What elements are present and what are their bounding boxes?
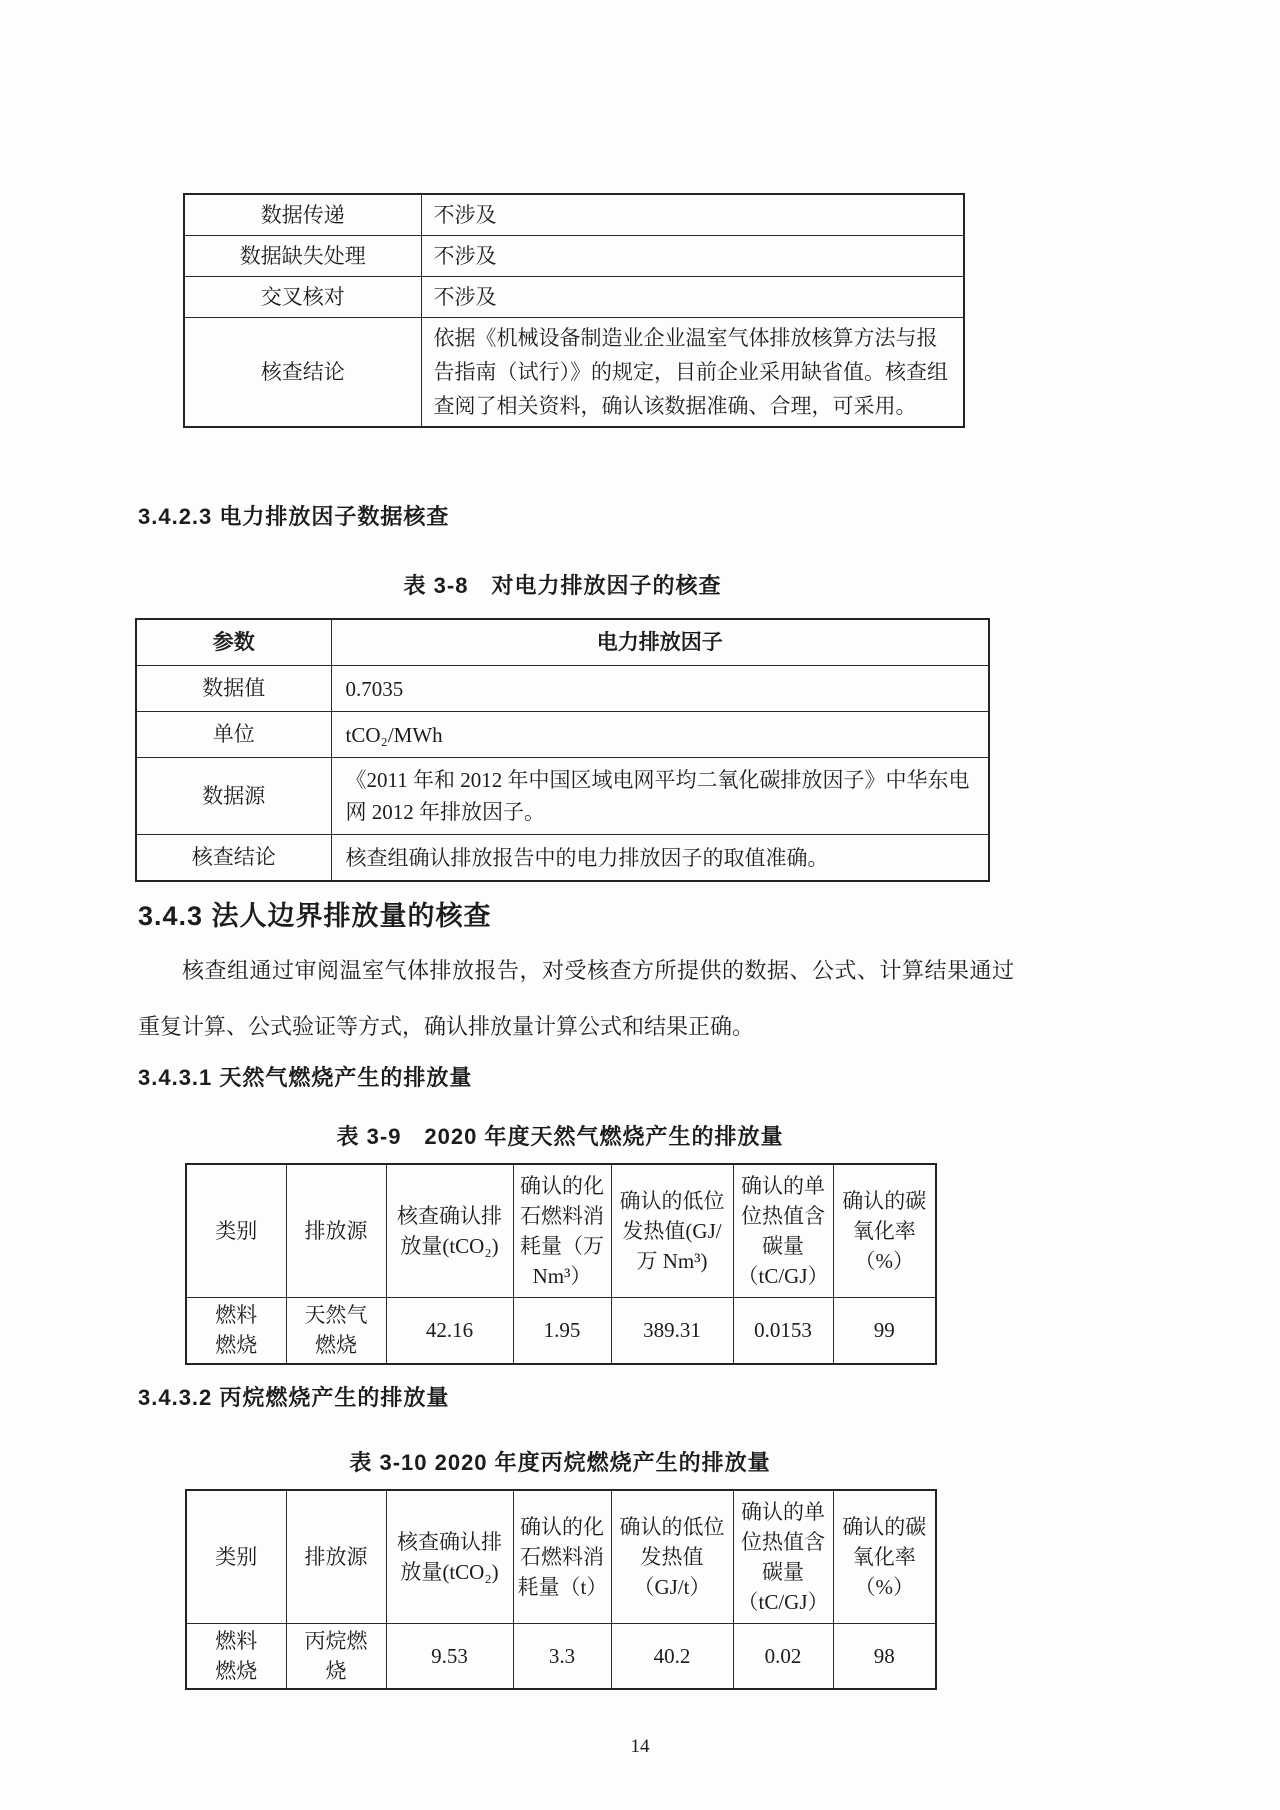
header-cell: 电力排放因子: [331, 619, 989, 666]
data-quality-table: [183, 193, 965, 428]
table-row: [136, 758, 989, 835]
data-cell: 3.3: [513, 1623, 611, 1689]
data-cell: 9.53: [386, 1623, 513, 1689]
header-cell: 核查确认排放量(tCO₂): [386, 1490, 513, 1624]
row-value: 不涉及: [421, 194, 964, 236]
data-cell: 98: [833, 1623, 936, 1689]
header-cell: 核查确认排放量(tCO₂): [386, 1164, 513, 1298]
header-cell: 排放源: [286, 1164, 386, 1298]
data-cell: 1.95: [513, 1298, 611, 1364]
table-row: [136, 666, 989, 712]
data-cell: 389.31: [611, 1298, 733, 1364]
row-label: 数据传递: [184, 194, 421, 236]
row-value: 不涉及: [421, 277, 964, 318]
header-cell: 确认的低位发热值(GJ/万 Nm³): [611, 1164, 733, 1298]
table-3-8-caption: 表 3-8 对电力排放因子的核查: [403, 573, 722, 598]
header-cell: 确认的化石燃料消耗量（万 Nm³）: [513, 1164, 611, 1298]
data-cell: 天然气燃烧: [286, 1298, 386, 1364]
section-heading-3-4-3: 3.4.3 法人边界排放量的核查: [138, 901, 492, 931]
table-3-10-caption: 表 3-10 2020 年度丙烷燃烧产生的排放量: [349, 1449, 771, 1475]
table-3-9: [185, 1163, 937, 1365]
table-header-row: [186, 1164, 936, 1298]
header-cell: 排放源: [286, 1490, 386, 1624]
row-label: 交叉核对: [184, 277, 421, 318]
table-row: [186, 1298, 936, 1364]
table-3-9-caption: 表 3-9 2020 年度天然气燃烧产生的排放量: [336, 1124, 784, 1149]
table-row: [136, 712, 989, 758]
row-value: 不涉及: [421, 236, 964, 277]
section-heading-3-4-3-2: 3.4.3.2 丙烷燃烧产生的排放量: [138, 1384, 450, 1410]
section-heading-3-4-3-1: 3.4.3.1 天然气燃烧产生的排放量: [138, 1065, 473, 1090]
table-row: [184, 194, 964, 236]
table-header-row: [186, 1490, 936, 1624]
header-cell: 确认的低位发热值（GJ/t）: [611, 1490, 733, 1624]
data-cell: 丙烷燃烧: [286, 1623, 386, 1689]
table-row: [184, 318, 964, 428]
row-label: 数据值: [136, 666, 331, 712]
table-row: [184, 277, 964, 318]
header-cell: 确认的单位热值含碳量（tC/GJ）: [733, 1164, 833, 1298]
row-label: 核查结论: [184, 318, 421, 428]
header-cell: 类别: [186, 1490, 286, 1624]
data-cell: 42.16: [386, 1298, 513, 1364]
data-cell: 99: [833, 1298, 936, 1364]
data-cell: 燃料燃烧: [186, 1623, 286, 1689]
section-paragraph: 核查组通过审阅温室气体排放报告，对受核查方所提供的数据、公式、计算结果通过重复计算、公式验证等方式，确认排放量计算公式和结果正确。: [138, 958, 1014, 1039]
row-value: 《2011 年和 2012 年中国区域电网平均二氧化碳排放因子》中华东电网 2012 年排放因子。: [331, 758, 989, 835]
row-label: 数据缺失处理: [184, 236, 421, 277]
header-cell: 参数: [136, 619, 331, 666]
row-label: 单位: [136, 712, 331, 758]
section-heading-3-4-2-3: 3.4.2.3 电力排放因子数据核查: [138, 504, 450, 529]
row-value: 依据《机械设备制造业企业温室气体排放核算方法与报告指南（试行）》的规定，目前企业采用缺省值。核查组查阅了相关资料，确认该数据准确、合理，可采用。: [421, 318, 964, 428]
table-3-8: [135, 618, 990, 882]
data-cell: 燃料燃烧: [186, 1298, 286, 1364]
row-value: 0.7035: [331, 666, 989, 712]
table-row: [184, 236, 964, 277]
header-cell: 确认的碳氧化率（%）: [833, 1490, 936, 1624]
row-label: 核查结论: [136, 835, 331, 882]
table-row: [186, 1623, 936, 1689]
data-cell: 0.0153: [733, 1298, 833, 1364]
header-cell: 类别: [186, 1164, 286, 1298]
table-3-10: [185, 1489, 937, 1691]
data-cell: 40.2: [611, 1623, 733, 1689]
row-value: 核查组确认排放报告中的电力排放因子的取值准确。: [331, 835, 989, 882]
row-label: 数据源: [136, 758, 331, 835]
header-cell: 确认的化石燃料消耗量（t）: [513, 1490, 611, 1624]
header-cell: 确认的单位热值含碳量（tC/GJ）: [733, 1490, 833, 1624]
table-row: [136, 835, 989, 882]
data-cell: 0.02: [733, 1623, 833, 1689]
header-cell: 确认的碳氧化率（%）: [833, 1164, 936, 1298]
table-header-row: [136, 619, 989, 666]
page-number: 14: [630, 1736, 650, 1757]
row-value: tCO₂/MWh: [331, 712, 989, 758]
